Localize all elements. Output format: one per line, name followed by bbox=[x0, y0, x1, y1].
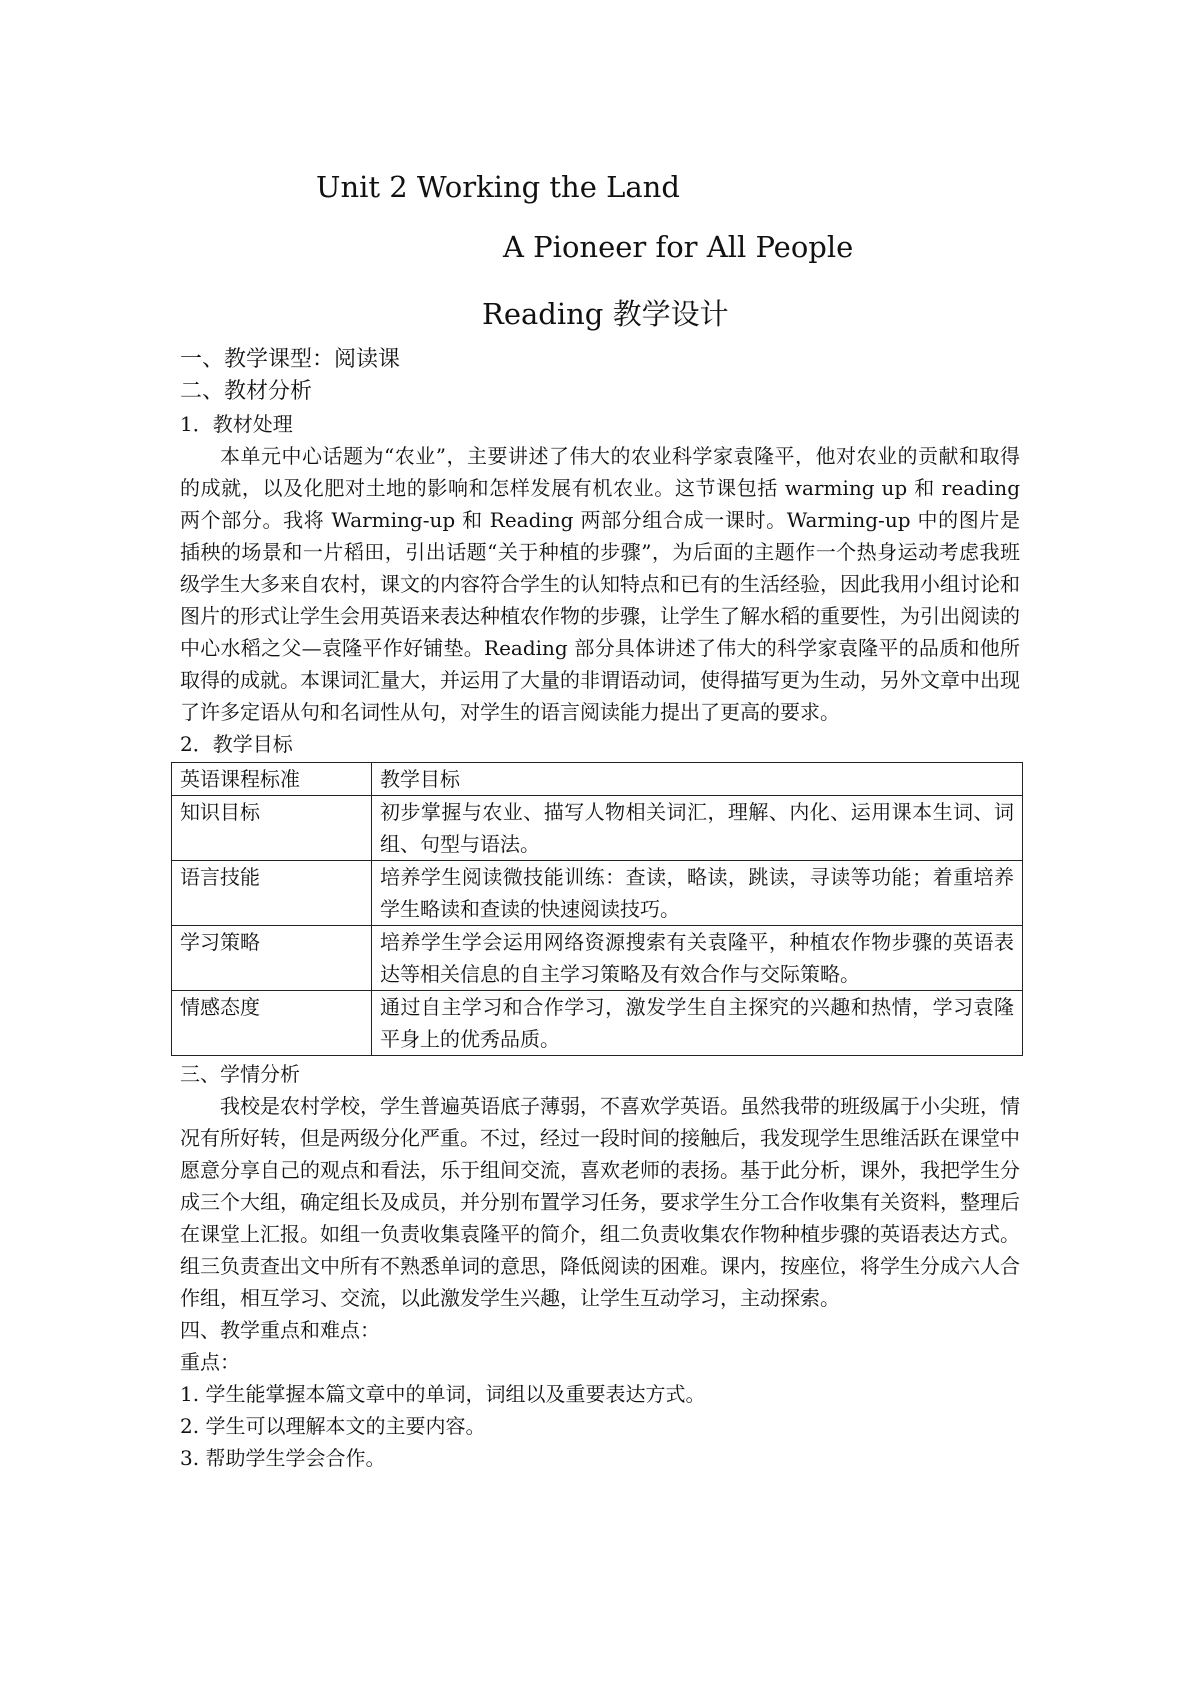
table-header-cell: 英语课程标准 bbox=[172, 763, 372, 796]
paragraph-student-analysis: 我校是农村学校，学生普遍英语底子薄弱，不喜欢学英语。虽然我带的班级属于小尖班，情况有所好转，但是两级分化严重。不过，经过一段时间的接触后，我发现学生思维活跃在课堂中愿意分享自己的观点和看法，乐于组间交流，喜欢老师的表扬。基于此分析，课外，我把学生分成三个大组，确定组长及成员，并分别布置学习任务，要求学生分工合作收集有关资料，整理后在课堂上汇报。如组一负责收集袁隆平的简介，组二负责收集农作物种植步骤的英语表达方式。组三负责查出文中所有不熟悉单词的意思，降低阅读的困难。课内，按座位，将学生分成六人合作组，相互学习、交流，以此激发学生兴趣，让学生互动学习，主动探索。 bbox=[180, 1094, 1020, 1310]
table-row bbox=[172, 861, 1023, 926]
document-body bbox=[180, 344, 1020, 1474]
table-cell-category: 语言技能 bbox=[172, 861, 372, 926]
table-cell-category: 情感态度 bbox=[172, 991, 372, 1056]
table-header-cell: 教学目标 bbox=[372, 763, 1023, 796]
title-design: Reading 教学设计 bbox=[482, 297, 729, 331]
key-points-label: 重点： bbox=[180, 1350, 240, 1374]
table-cell-goal: 通过自主学习和合作学习，激发学生自主探究的兴趣和热情，学习袁隆平身上的优秀品质。 bbox=[372, 991, 1023, 1056]
section-heading-lesson-type: 一、教学课型：阅读课 bbox=[180, 347, 401, 372]
section-heading-student-analysis: 三、学情分析 bbox=[180, 1062, 300, 1086]
list-item: 3. 帮助学生学会合作。 bbox=[180, 1446, 386, 1470]
section-heading-key-points: 四、教学重点和难点： bbox=[180, 1318, 380, 1342]
table-cell-category: 知识目标 bbox=[172, 796, 372, 861]
table-cell-category: 学习策略 bbox=[172, 926, 372, 991]
title-unit: Unit 2 Working the Land bbox=[316, 170, 680, 204]
list-item: 2. 学生可以理解本文的主要内容。 bbox=[180, 1414, 486, 1438]
table-row bbox=[172, 991, 1023, 1056]
table-header-row bbox=[172, 763, 1023, 796]
section-heading-material-analysis: 二、教材分析 bbox=[180, 379, 313, 404]
subheading-material-processing: 1．教材处理 bbox=[180, 412, 293, 436]
table-row bbox=[172, 926, 1023, 991]
list-item: 1. 学生能掌握本篇文章中的单词，词组以及重要表达方式。 bbox=[180, 1382, 706, 1406]
table-cell-goal: 培养学生阅读微技能训练：查读，略读，跳读，寻读等功能；着重培养学生略读和查读的快速阅读技巧。 bbox=[372, 861, 1023, 926]
subheading-teaching-goals: 2．教学目标 bbox=[180, 732, 293, 756]
table-row bbox=[172, 796, 1023, 861]
title-lesson: A Pioneer for All People bbox=[503, 230, 854, 264]
table-cell-goal: 培养学生学会运用网络资源搜索有关袁隆平，种植农作物步骤的英语表达等相关信息的自主学习策略及有效合作与交际策略。 bbox=[372, 926, 1023, 991]
paragraph-material-processing: 本单元中心话题为“农业”，主要讲述了伟大的农业科学家袁隆平，他对农业的贡献和取得的成就，以及化肥对土地的影响和怎样发展有机农业。这节课包括 warming up 和 reading 两个部分。我将 Warming-up 和 Reading 两部分组合成一课时。Warming-up 中的图片是插秧的场景和一片稻田，引出话题“关于种植的步骤”，为后面的主题作一个热身运动考虑我班级学生大多来自农村，课文的内容符合学生的认知特点和已有的生活经验，因此我用小组讨论和图片的形式让学生会用英语来表达种植农作物的步骤，让学生了解水稻的重要性，为引出阅读的中心水稻之父—袁隆平作好铺垫。Reading 部分具体讲述了伟大的科学家袁隆平的品质和他所取得的成就。本课词汇量大，并运用了大量的非谓语动词，使得描写更为生动，另外文章中出现了许多定语从句和名词性从句，对学生的语言阅读能力提出了更高的要求。 bbox=[180, 444, 1020, 724]
table-cell-goal: 初步掌握与农业、描写人物相关词汇，理解、内化、运用课本生词、词组、句型与语法。 bbox=[372, 796, 1023, 861]
teaching-goals-table bbox=[171, 762, 1023, 1056]
